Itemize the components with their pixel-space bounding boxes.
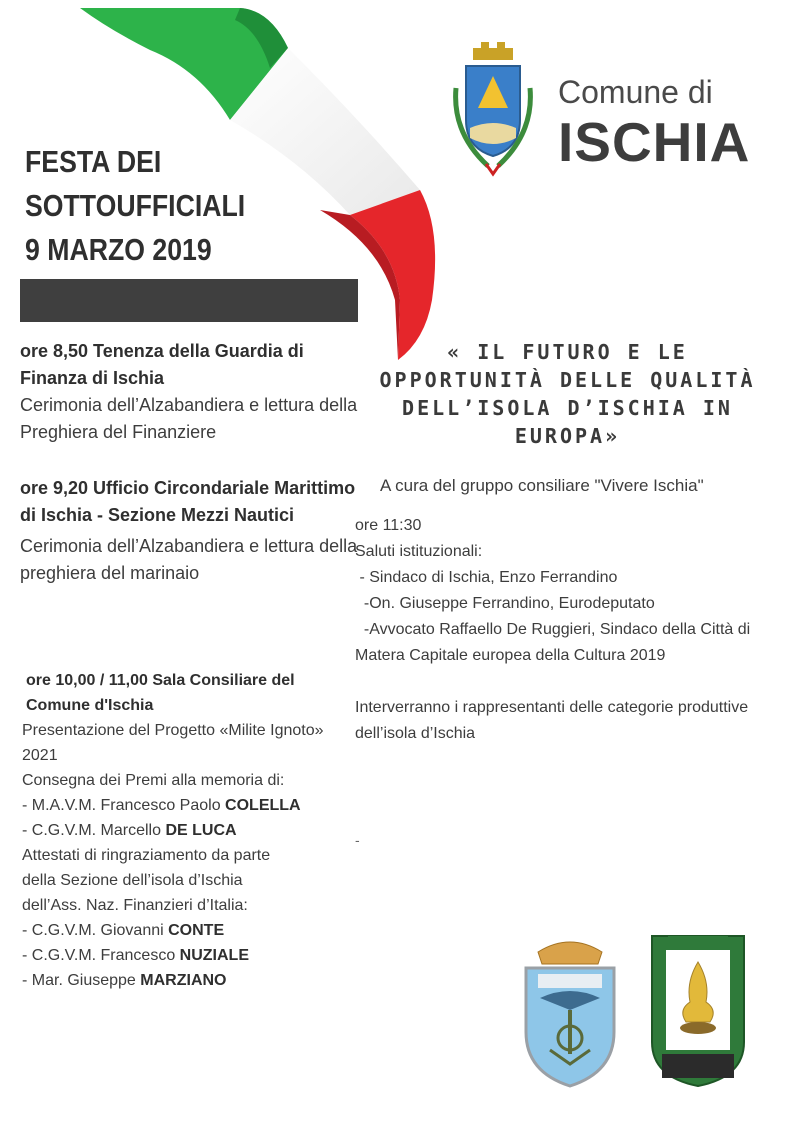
award-name: COLELLA [225,797,301,814]
event-1-body: Cerimonia dell’Alzabandiera e lettura della Preghiera del Finanziere [20,395,358,442]
dark-banner [20,279,358,322]
event-title [25,140,309,272]
event-3-heading: ore 10,00 / 11,00 Sala Consiliare del Comune d'Ischia [26,672,295,714]
thanks-item [22,943,342,968]
logo-line1: Comune di [558,74,713,110]
event-2-heading: ore 9,20 Ufficio Circondariale Marittimo di Ischia - Sezione Mezzi Nautici [20,478,356,525]
organizer-line: A cura del gruppo consiliare "Vivere Ischia" [380,476,704,495]
event-1 [20,338,360,446]
conference-time: ore 11:30 [355,517,422,534]
event-3-thanks-intro: Attestati di ringraziamento da parte della Sezione dell’isola d’Ischia dell’Ass. Naz. Finanzieri d’Italia: [22,847,271,914]
event-title-line2: SOTTOUFFICIALI [25,188,246,223]
thanks-prefix: - Mar. Giuseppe [22,972,141,989]
thanks-name: CONTE [168,922,225,939]
thanks-item [22,968,342,993]
award-prefix: - M.A.V.M. Francesco Paolo [22,797,226,814]
thanks-name: MARZIANO [140,972,227,989]
comune-crest-icon [448,38,538,178]
award-item [22,818,342,843]
speaker-item: - Sindaco di Ischia, Enzo Ferrandino [355,569,618,586]
thanks-prefix: - C.G.V.M. Francesco [22,947,180,964]
event-3 [22,668,342,993]
award-item [22,793,342,818]
speaker-item: -On. Giuseppe Ferrandino, Eurodeputato [355,595,655,612]
anfi-shield-icon [648,932,748,1088]
award-name: DE LUCA [165,822,237,839]
event-title-line3: 9 MARZO 2019 [25,232,212,267]
event-3-presentation: Presentazione del Progetto «Milite Ignoto» 2021 [22,722,324,764]
closing-note: Interverranno i rappresentanti delle categorie produttive dell’isola d’Ischia [355,699,749,742]
thanks-prefix: - C.G.V.M. Giovanni [22,922,169,939]
thanks-name: NUZIALE [179,947,249,964]
event-2 [20,475,360,587]
sottufficiali-shield-icon [518,932,622,1088]
event-2-body: Cerimonia dell’Alzabandiera e lettura della preghiera del marinaio [20,536,358,583]
conference-details [355,513,787,747]
thanks-item [22,918,342,943]
speaker-item: -Avvocato Raffaello De Ruggieri, Sindaco della Città di Matera Capitale europea della Cultura 2019 [355,621,755,664]
conference-title: « IL FUTURO E LE OPPORTUNITÀ DELLE QUALITÀ DELL’ISOLA D’ISCHIA IN EUROPA» [379,340,756,448]
saluti-heading: Saluti istituzionali: [355,543,483,560]
event-1-heading: ore 8,50 Tenenza della Guardia di Finanza di Ischia [20,341,304,388]
stray-dash: - [355,832,360,848]
award-prefix: - C.G.V.M. Marcello [22,822,166,839]
event-title-line1: FESTA DEI [25,144,162,179]
event-3-awards-intro: Consegna dei Premi alla memoria di: [22,772,285,789]
logo-line2: ISCHIA [558,111,751,173]
